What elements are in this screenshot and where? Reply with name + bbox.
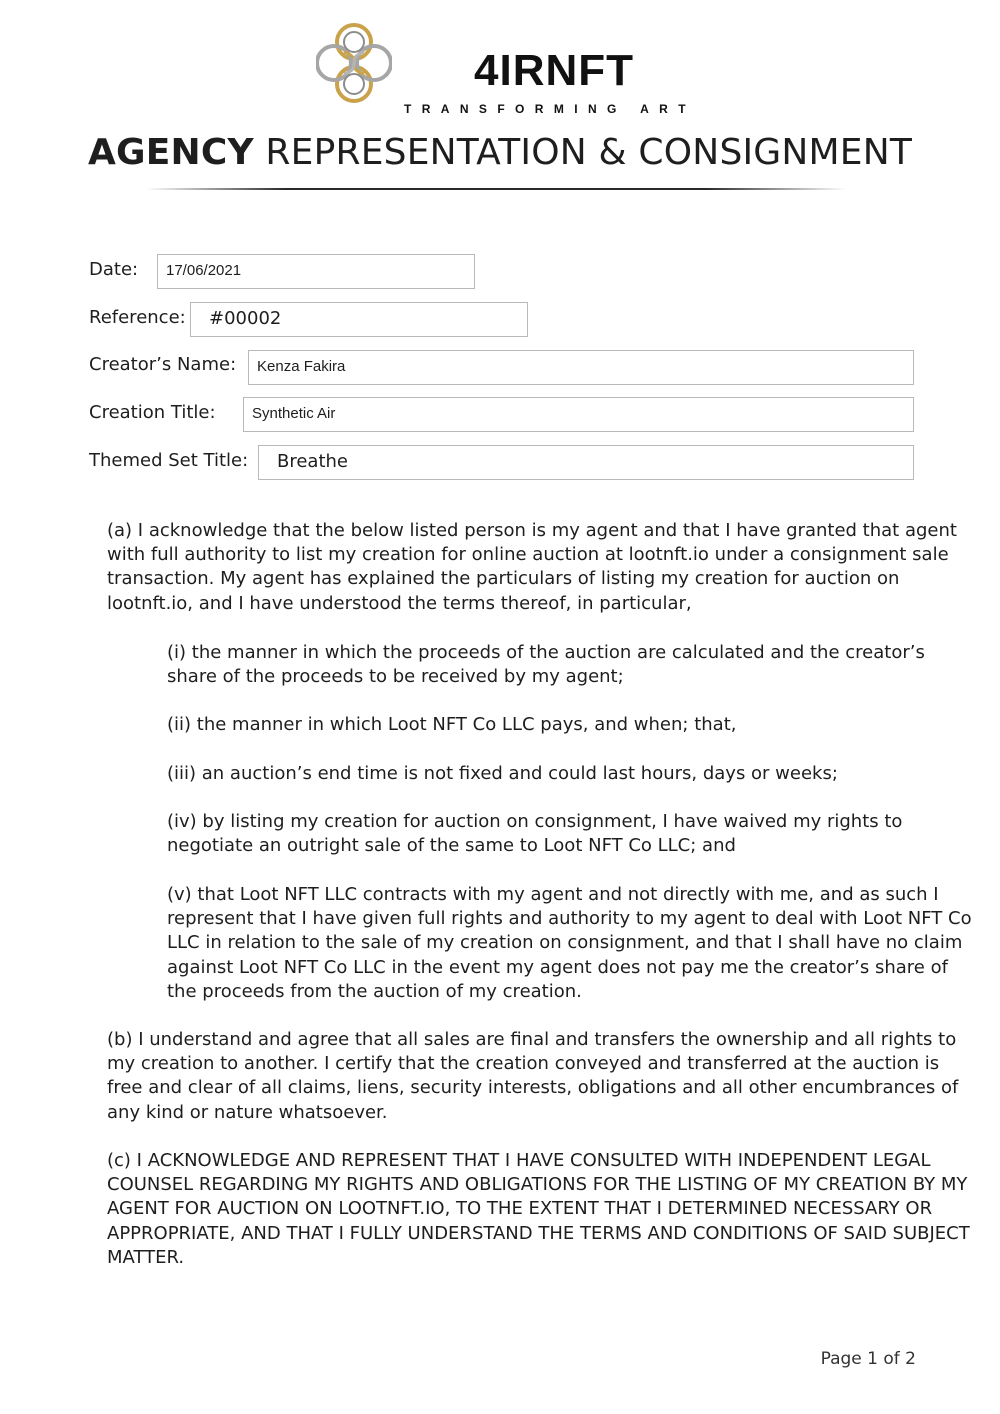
- themed-set-title-label: Themed Set Title:: [89, 450, 249, 471]
- document-title: [0, 130, 1000, 176]
- logo: [316, 22, 696, 116]
- paragraph-b: (b) I understand and agree that all sales are final and transfers the ownership and all rights to my creation to another. I certify that the creation conveyed and transferred at the auction is free and clear of all claims, liens, security interests, obligations and all other encumbrances of any kind or nature whatsoever.: [107, 1029, 959, 1123]
- creator-name-label: Creator’s Name:: [89, 354, 237, 375]
- paragraph-a-item-iii: (iii) an auction’s end time is not fixed and could last hours, days or weeks;: [167, 763, 838, 784]
- paragraph-a-item-iv: (iv) by listing my creation for auction on consignment, I have waived my rights to negotiate an outright sale of the same to Loot NFT Co LLC; and: [167, 811, 903, 857]
- paragraph-c: (c) I ACKNOWLEDGE AND REPRESENT THAT I HAVE CONSULTED WITH INDEPENDENT LEGAL COUNSEL REGARDING MY RIGHTS AND OBLIGATIONS FOR THE LISTING OF MY CREATION BY MY AGENT FOR AUCTION ON LOOTNFT.IO, TO THE EXTENT THAT I DETERMINED NECESSARY OR APPROPRIATE, AND THAT I FULLY UNDERSTAND THE TERMS AND CONDITIONS OF SAID SUBJECT MATTER.: [107, 1150, 970, 1268]
- logo-tagline: TRANSFORMING ART: [404, 102, 696, 116]
- date-field[interactable]: 17/06/2021: [157, 254, 475, 289]
- reference-field[interactable]: #00002: [190, 302, 528, 337]
- creation-title-field[interactable]: Synthetic Air: [243, 397, 914, 432]
- date-label: Date:: [89, 259, 139, 280]
- creation-title-label: Creation Title:: [89, 402, 216, 423]
- document-title-bold: AGENCY: [87, 132, 254, 173]
- paragraph-a: (a) I acknowledge that the below listed person is my agent and that I have granted that agent with full authority to list my creation for online auction at lootnft.io under a consignment sale transaction. My agent has explained the particulars of listing my creation for auction on lootnft.io, and I have understood the terms thereof, in particular,: [107, 520, 957, 614]
- title-divider: [146, 188, 846, 190]
- page-number: Page 1 of 2: [820, 1349, 916, 1369]
- logo-name: 4IRNFT: [474, 46, 634, 95]
- logo-knot-icon: [316, 22, 392, 104]
- reference-label: Reference:: [89, 307, 186, 328]
- paragraph-a-item-i: (i) the manner in which the proceeds of the auction are calculated and the creator’s share of the proceeds to be received by my agent;: [167, 642, 925, 688]
- paragraph-a-item-v: (v) that Loot NFT LLC contracts with my agent and not directly with me, and as such I represent that I have given full rights and authority to my agent to deal with Loot NFT Co LLC in relation to the sale of my creation on consignment, and that I shall have no claim against Loot NFT Co LLC in the event my agent does not pay me the creator’s share of the proceeds from the auction of my creation.: [167, 884, 972, 1002]
- document-title-rest: REPRESENTATION & CONSIGNMENT: [265, 132, 913, 173]
- themed-set-title-field[interactable]: Breathe: [258, 445, 914, 480]
- paragraph-a-item-ii: (ii) the manner in which Loot NFT Co LLC pays, and when; that,: [167, 714, 737, 735]
- creator-name-field[interactable]: Kenza Fakira: [248, 350, 914, 385]
